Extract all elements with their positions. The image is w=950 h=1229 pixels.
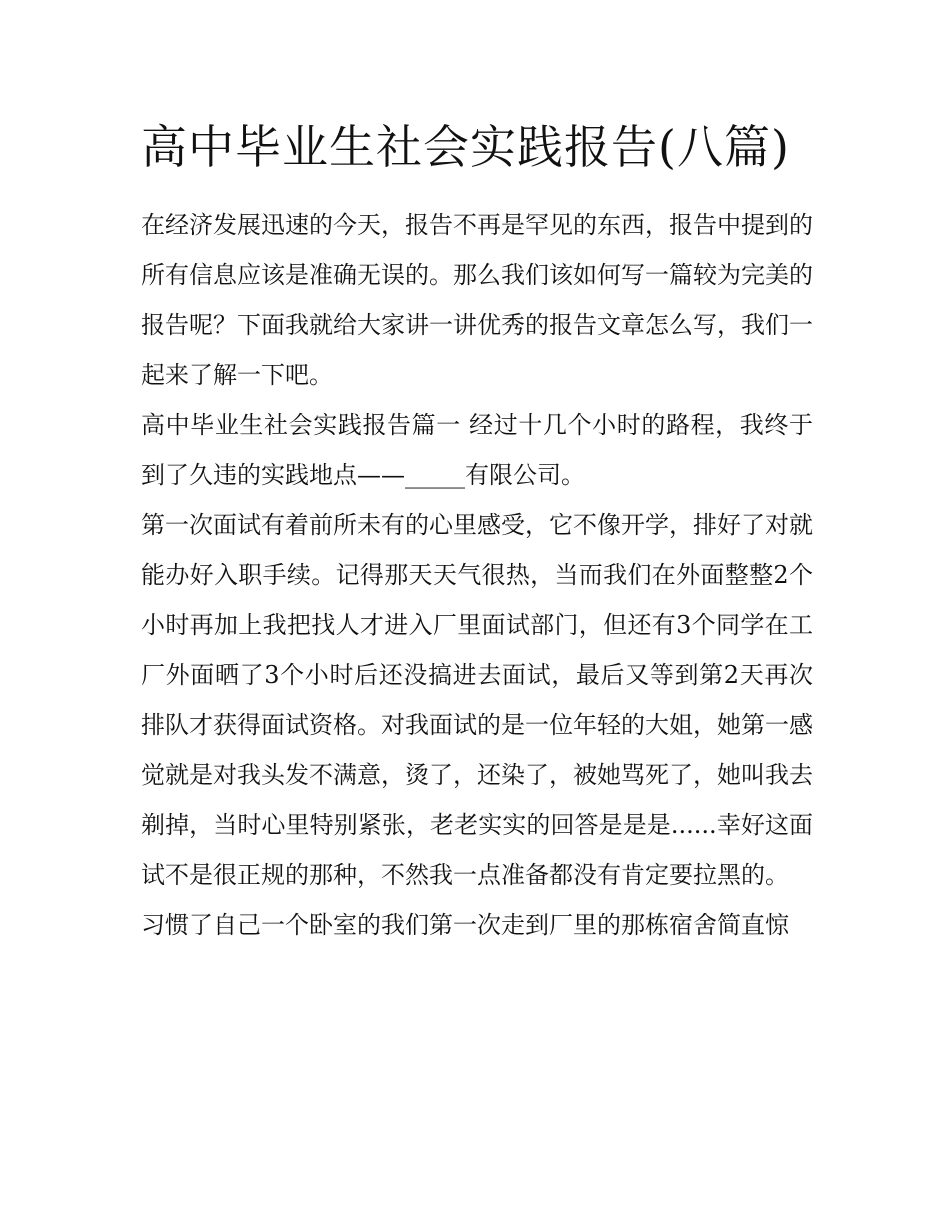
paragraph-interview: 第一次面试有着前所未有的心里感受，它不像开学，排好了对就能办好入职手续。记得那天天气很热，当而我们在外面整整2个小时再加上我把找人才进入厂里面试部门，但还有3个同学在工厂外面晒了3个小时后还没搞进去面试，最后又等到第2天再次排队才获得面试资格。对我面试的是一位年轻的大姐，她第一感觉就是对我头发不满意，烫了，还染了，被她骂死了，她叫我去剃掉，当时心里特别紧张，老老实实的回答是是是......幸好这面试不是很正规的那种，不然我一点准备都没有肯定要拉黑的。 (141, 511, 813, 889)
paragraph-dormitory: 习惯了自己一个卧室的我们第一次走到厂里的那栋宿舍简直惊 (141, 911, 789, 939)
document-page (141, 112, 813, 950)
paragraph-intro: 在经济发展迅速的今天，报告不再是罕见的东西，报告中提到的所有信息应该是准确无误的。那么我们该如何写一篇较为完美的报告呢？下面我就给大家讲一讲优秀的报告文章怎么写，我们一起来了解一下吧。 (141, 211, 813, 389)
paragraph-section-one: 高中毕业生社会实践报告篇一 经过十几个小时的路程，我终于到了久违的实践地点——_____有限公司。 (141, 411, 813, 489)
document-title: 高中毕业生社会实践报告(八篇) (141, 120, 790, 174)
